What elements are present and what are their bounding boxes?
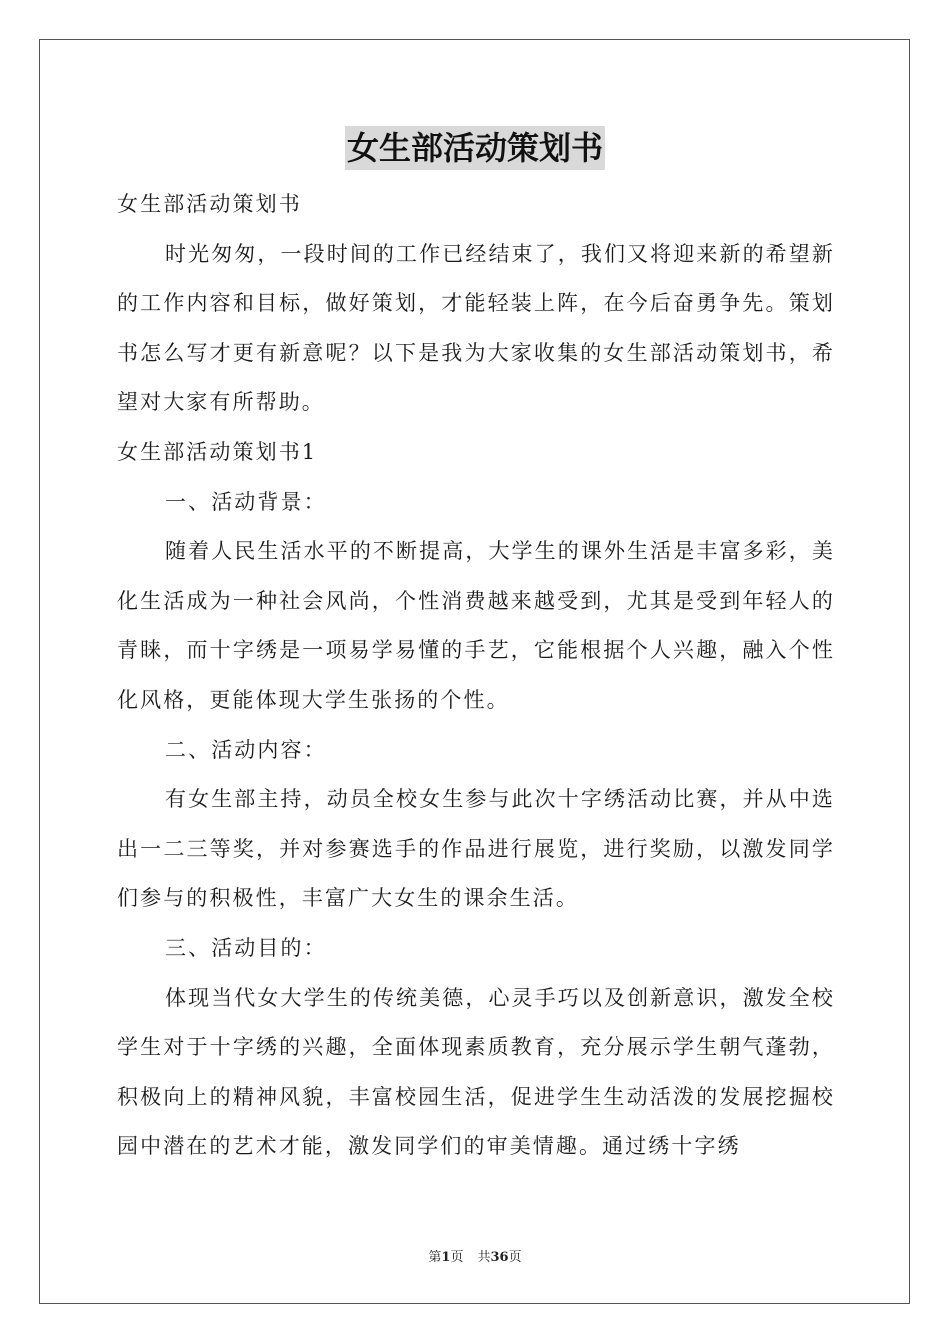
paragraph: 三、活动目的：	[165, 935, 327, 960]
page-footer	[0, 1246, 950, 1265]
footer-total-pages: 36	[490, 1250, 509, 1265]
paragraph: 一、活动背景：	[165, 489, 327, 514]
document-title: 女生部活动策划书	[345, 126, 605, 170]
paragraph: 二、活动内容：	[165, 737, 327, 762]
footer-page-suffix: 页	[450, 1250, 464, 1265]
footer-page-number: 1	[441, 1250, 451, 1265]
title-container	[0, 126, 950, 170]
document-body	[117, 180, 835, 1172]
paragraph: 有女生部主持，动员全校女生参与此次十字绣活动比赛，并从中选出一二三等奖，并对参赛选手的作品进行展览，进行奖励，以激发同学们参与的积极性，丰富广大女生的课余生活。	[117, 787, 835, 911]
footer-total-suffix: 页	[508, 1250, 522, 1265]
paragraph: 时光匆匆，一段时间的工作已经结束了，我们又将迎来新的希望新的工作内容和目标，做好策划，才能轻装上阵，在今后奋勇争先。策划书怎么写才更有新意呢？以下是我为大家收集的女生部活动策划书，希望对大家有所帮助。	[117, 241, 835, 415]
paragraph: 女生部活动策划书1	[117, 439, 318, 464]
paragraph: 体现当代女大学生的传统美德，心灵手巧以及创新意识，激发全校学生对于十字绣的兴趣，全面体现素质教育，充分展示学生朝气蓬勃，积极向上的精神风貌，丰富校园生活，促进学生生动活泼的发展挖掘校园中潜在的艺术才能，激发同学们的审美情趣。通过绣十字绣	[117, 985, 835, 1159]
paragraph: 女生部活动策划书	[117, 192, 302, 216]
footer-page-prefix: 第	[428, 1250, 442, 1265]
paragraph: 随着人民生活水平的不断提高，大学生的课外生活是丰富多彩，美化生活成为一种社会风尚，个性消费越来越受到，尤其是受到年轻人的青睐，而十字绣是一项易学易懂的手艺，它能根据个人兴趣，融入个性化风格，更能体现大学生张扬的个性。	[117, 539, 835, 712]
footer-total-prefix: 共	[477, 1250, 491, 1265]
